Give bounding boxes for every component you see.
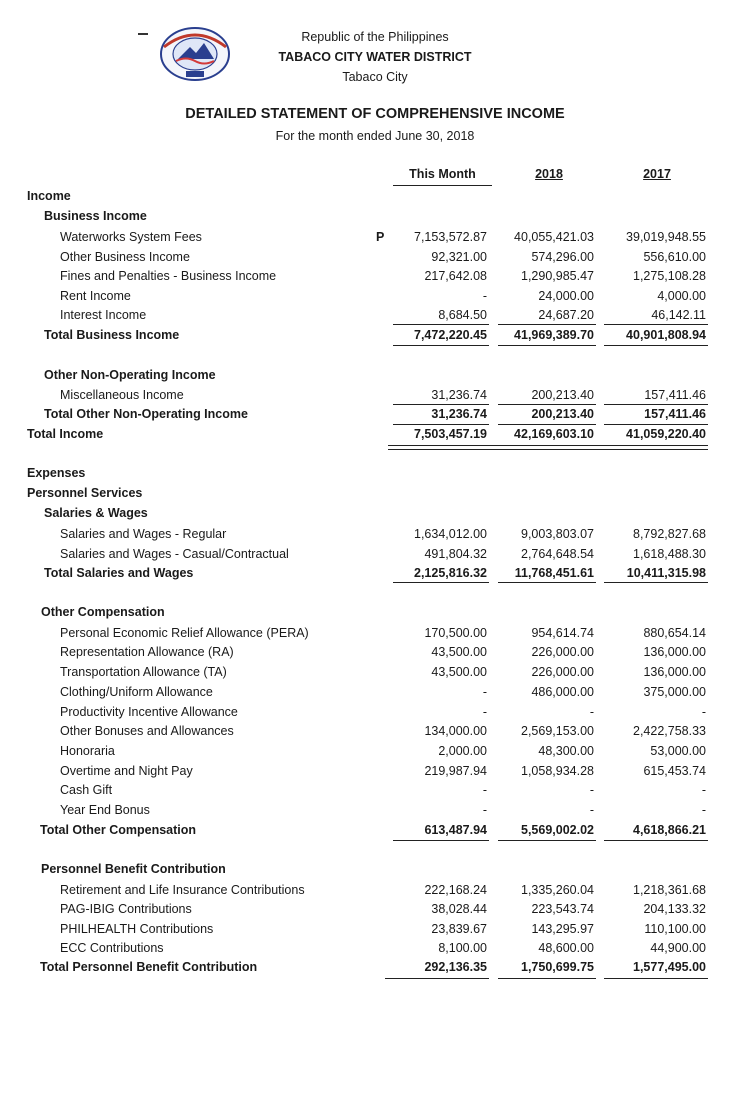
- value-2017: 1,577,495.00: [633, 960, 706, 974]
- row-label: Rent Income: [60, 289, 131, 303]
- row-label: Total Income: [27, 427, 104, 441]
- city-name: Tabaco City: [342, 70, 408, 84]
- row-label: Salaries and Wages - Regular: [60, 527, 227, 541]
- value-2017: 4,618,866.21: [633, 823, 706, 837]
- value-2017: 136,000.00: [643, 665, 706, 679]
- row-label: Fines and Penalties - Business Income: [60, 269, 277, 283]
- value-2017: 375,000.00: [643, 685, 706, 699]
- value-2017: 136,000.00: [643, 645, 706, 659]
- table-row: [0, 563, 739, 583]
- rule-line: [604, 345, 708, 346]
- table-row: [0, 524, 739, 544]
- value-2018: 143,295.97: [531, 922, 594, 936]
- table-row: [0, 919, 739, 939]
- value-this-month: 92,321.00: [431, 250, 487, 264]
- value-this-month: 219,987.94: [424, 764, 487, 778]
- value-this-month: 613,487.94: [424, 823, 487, 837]
- value-this-month: 2,125,816.32: [414, 566, 487, 580]
- row-label: Interest Income: [60, 308, 147, 322]
- value-this-month: 1,634,012.00: [414, 527, 487, 541]
- value-this-month: 2,000.00: [438, 744, 487, 758]
- column-header-2018: 2018: [535, 167, 563, 181]
- row-label: Productivity Incentive Allowance: [60, 705, 238, 719]
- value-2017: 41,059,220.40: [626, 427, 706, 441]
- value-2017: -: [701, 705, 706, 719]
- table-row: [0, 702, 739, 722]
- table-row: [0, 741, 739, 761]
- table-row: [0, 859, 739, 879]
- value-this-month: 222,168.24: [424, 883, 487, 897]
- value-2017: -: [701, 783, 706, 797]
- value-this-month: 23,839.67: [431, 922, 487, 936]
- value-2017: 615,453.74: [643, 764, 706, 778]
- value-2018: 5,569,002.02: [521, 823, 594, 837]
- table-row: [0, 305, 739, 325]
- double-rule-line: [388, 445, 708, 450]
- rule-line: [498, 840, 596, 841]
- rule-line: [393, 840, 489, 841]
- value-2018: 486,000.00: [531, 685, 594, 699]
- value-this-month: 217,642.08: [424, 269, 487, 283]
- republic-heading: Republic of the Philippines: [301, 30, 449, 44]
- value-2018: 1,750,699.75: [521, 960, 594, 974]
- row-label: Total Salaries and Wages: [44, 566, 194, 580]
- value-2017: 8,792,827.68: [633, 527, 706, 541]
- rule-line: [393, 582, 489, 583]
- value-2018: 226,000.00: [531, 645, 594, 659]
- table-row: [0, 227, 739, 247]
- value-this-month: 170,500.00: [424, 626, 487, 640]
- table-row: [0, 365, 739, 385]
- row-label: Other Bonuses and Allowances: [60, 724, 234, 738]
- table-row: [0, 880, 739, 900]
- value-2018: 2,764,648.54: [521, 547, 594, 561]
- column-header-this-month: This Month: [393, 167, 492, 186]
- value-2017: 4,000.00: [657, 289, 706, 303]
- value-this-month: 43,500.00: [431, 665, 487, 679]
- value-this-month: 31,236.74: [431, 407, 487, 421]
- table-row: [0, 899, 739, 919]
- row-label: Overtime and Night Pay: [60, 764, 193, 778]
- value-2017: 157,411.46: [644, 407, 706, 421]
- value-this-month: 8,100.00: [438, 941, 487, 955]
- value-2017: 44,900.00: [650, 941, 706, 955]
- row-label: Other Compensation: [41, 605, 165, 619]
- value-2017: 1,275,108.28: [633, 269, 706, 283]
- row-label: Total Other Non-Operating Income: [44, 407, 248, 421]
- table-row: [0, 780, 739, 800]
- value-this-month: 7,503,457.19: [414, 427, 487, 441]
- table-row: [0, 186, 739, 206]
- row-label: Year End Bonus: [60, 803, 150, 817]
- row-label: Other Non-Operating Income: [44, 368, 216, 382]
- row-label: Salaries & Wages: [44, 506, 148, 520]
- value-2018: 11,768,451.61: [514, 566, 594, 580]
- value-this-month: -: [482, 783, 487, 797]
- rule-line: [498, 978, 596, 979]
- value-this-month: 43,500.00: [431, 645, 487, 659]
- statement-period: For the month ended June 30, 2018: [275, 129, 475, 143]
- header-dash: [138, 33, 148, 35]
- row-label: Salaries and Wages - Casual/Contractual: [60, 547, 289, 561]
- rule-line: [604, 978, 708, 979]
- value-2018: 48,300.00: [538, 744, 594, 758]
- table-row: [0, 206, 739, 226]
- table-row: [0, 820, 739, 840]
- value-2017: 10,411,315.98: [626, 566, 706, 580]
- column-header-2017: 2017: [643, 167, 671, 181]
- table-row: [0, 662, 739, 682]
- value-2017: 46,142.11: [651, 308, 706, 322]
- table-row: [0, 761, 739, 781]
- row-label: Total Personnel Benefit Contribution: [40, 960, 258, 974]
- value-this-month: 7,153,572.87: [414, 230, 487, 244]
- value-2018: -: [589, 783, 594, 797]
- currency-symbol: P: [376, 230, 385, 244]
- agency-name: TABACO CITY WATER DISTRICT: [278, 50, 472, 64]
- value-2018: -: [589, 705, 594, 719]
- row-label: Honoraria: [60, 744, 115, 758]
- rule-line: [498, 345, 596, 346]
- row-label: Business Income: [44, 209, 147, 223]
- value-this-month: 134,000.00: [424, 724, 487, 738]
- row-label: Expenses: [27, 466, 86, 480]
- row-label: Clothing/Uniform Allowance: [60, 685, 213, 699]
- value-2018: 1,335,260.04: [521, 883, 594, 897]
- value-2018: 40,055,421.03: [514, 230, 594, 244]
- value-this-month: 8,684.50: [438, 308, 487, 322]
- value-2018: 41,969,389.70: [514, 328, 594, 342]
- value-2017: 2,422,758.33: [633, 724, 706, 738]
- row-label: Total Other Compensation: [40, 823, 197, 837]
- table-row: [0, 957, 739, 977]
- row-label: Waterworks System Fees: [60, 230, 202, 244]
- value-2017: 204,133.32: [643, 902, 706, 916]
- table-row: [0, 325, 739, 345]
- rule-line: [393, 345, 489, 346]
- value-2018: 9,003,803.07: [521, 527, 594, 541]
- value-2017: 1,218,361.68: [633, 883, 706, 897]
- table-row: [0, 483, 739, 503]
- rule-line: [604, 840, 708, 841]
- row-label: Personal Economic Relief Allowance (PERA): [60, 626, 309, 640]
- value-this-month: 7,472,220.45: [414, 328, 487, 342]
- value-2018: 226,000.00: [531, 665, 594, 679]
- value-this-month: -: [482, 803, 487, 817]
- value-2018: 24,000.00: [538, 289, 594, 303]
- row-label: Income: [27, 189, 71, 203]
- value-2017: 556,610.00: [643, 250, 706, 264]
- value-this-month: 292,136.35: [424, 960, 487, 974]
- row-label: Cash Gift: [60, 783, 113, 797]
- value-2018: 200,213.40: [531, 388, 594, 402]
- statement-title: DETAILED STATEMENT OF COMPREHENSIVE INCOME: [185, 106, 565, 122]
- value-this-month: -: [482, 685, 487, 699]
- table-row: [0, 404, 739, 424]
- row-label: Total Business Income: [44, 328, 180, 342]
- table-row: [0, 602, 739, 622]
- value-this-month: 38,028.44: [431, 902, 487, 916]
- table-row: [0, 800, 739, 820]
- value-2018: 1,058,934.28: [521, 764, 594, 778]
- row-label: Personnel Services: [27, 486, 143, 500]
- value-2018: 42,169,603.10: [514, 427, 594, 441]
- value-2017: 53,000.00: [650, 744, 706, 758]
- table-row: [0, 938, 739, 958]
- rule-line: [385, 978, 489, 979]
- value-2018: 48,600.00: [538, 941, 594, 955]
- row-label: Miscellaneous Income: [60, 388, 184, 402]
- table-row: [0, 544, 739, 564]
- rule-line: [604, 582, 708, 583]
- value-2018: 24,687.20: [538, 308, 594, 322]
- row-label: PAG-IBIG Contributions: [60, 902, 192, 916]
- value-this-month: 491,804.32: [424, 547, 487, 561]
- table-row: [0, 623, 739, 643]
- table-row: [0, 721, 739, 741]
- value-this-month: 31,236.74: [431, 388, 487, 402]
- table-row: [0, 247, 739, 267]
- value-2017: 1,618,488.30: [633, 547, 706, 561]
- value-this-month: -: [482, 289, 487, 303]
- value-2017: 40,901,808.94: [626, 328, 706, 342]
- value-2018: 2,569,153.00: [521, 724, 594, 738]
- row-label: Other Business Income: [60, 250, 190, 264]
- table-row: [0, 682, 739, 702]
- table-row: [0, 266, 739, 286]
- row-label: Transportation Allowance (TA): [60, 665, 227, 679]
- table-row: [0, 503, 739, 523]
- table-row: [0, 385, 739, 405]
- value-2018: -: [589, 803, 594, 817]
- value-2018: 1,290,985.47: [521, 269, 594, 283]
- value-2017: 110,100.00: [644, 922, 706, 936]
- row-label: PHILHEALTH Contributions: [60, 922, 214, 936]
- table-row: [0, 286, 739, 306]
- value-2017: 157,411.46: [644, 388, 706, 402]
- value-2018: 574,296.00: [531, 250, 594, 264]
- value-2018: 954,614.74: [531, 626, 594, 640]
- row-label: ECC Contributions: [60, 941, 164, 955]
- value-2018: 223,543.74: [531, 902, 594, 916]
- table-row: [0, 642, 739, 662]
- value-this-month: -: [482, 705, 487, 719]
- row-label: Retirement and Life Insurance Contributions: [60, 883, 305, 897]
- table-row: [0, 463, 739, 483]
- value-2017: 39,019,948.55: [626, 230, 706, 244]
- row-label: Representation Allowance (RA): [60, 645, 234, 659]
- value-2018: 200,213.40: [531, 407, 594, 421]
- value-2017: -: [701, 803, 706, 817]
- table-row: [0, 424, 739, 444]
- value-2017: 880,654.14: [643, 626, 706, 640]
- row-label: Personnel Benefit Contribution: [41, 862, 226, 876]
- rule-line: [498, 582, 596, 583]
